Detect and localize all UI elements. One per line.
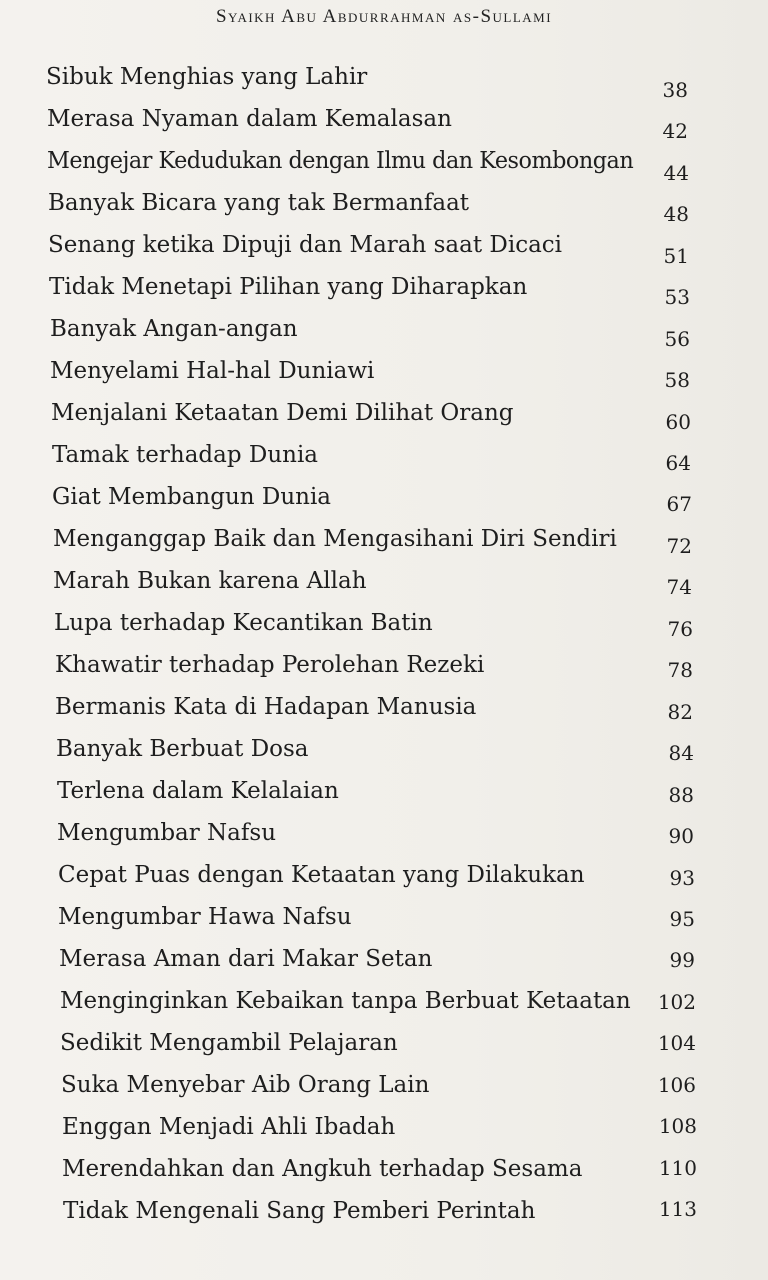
toc-entry-page-number: 76: [667, 617, 693, 641]
toc-entry-title: Merendahkan dan Angkuh terhadap Sesama: [62, 1156, 583, 1182]
toc-entry-page-number: 72: [666, 534, 692, 558]
toc-entry-title: Menginginkan Kebaikan tanpa Berbuat Ketaatan: [60, 988, 631, 1014]
running-header: Syaikh Abu Abdurrahman as-Sullami: [215, 6, 553, 27]
toc-entry: [0, 188, 768, 230]
toc-entry: [0, 944, 768, 986]
toc-entry-page-number: 51: [663, 244, 689, 268]
toc-entry: [0, 482, 768, 524]
toc-entry-title: Tidak Mengenali Sang Pemberi Perintah: [63, 1198, 536, 1224]
toc-entry-title: Tamak terhadap Dunia: [52, 442, 319, 468]
toc-entry-page-number: 99: [669, 948, 695, 972]
toc-entry-page-number: 93: [669, 866, 695, 890]
toc-entry-title: Terlena dalam Kelalaian: [57, 778, 339, 804]
toc-entry: [0, 1196, 768, 1238]
toc-entry: [0, 776, 768, 818]
toc-entry-title: Mengumbar Hawa Nafsu: [58, 904, 352, 930]
toc-entry: [0, 860, 768, 902]
toc-entry: [0, 1028, 768, 1070]
toc-entry: [0, 650, 768, 692]
toc-entry-title: Menjalani Ketaatan Demi Dilihat Orang: [51, 400, 514, 426]
toc-entry: [0, 986, 768, 1028]
toc-entry-page-number: 74: [666, 575, 692, 599]
toc-entry: [0, 692, 768, 734]
toc-entry-title: Suka Menyebar Aib Orang Lain: [61, 1072, 430, 1098]
toc-entry-page-number: 108: [658, 1114, 697, 1138]
toc-entry-page-number: 56: [664, 327, 690, 351]
table-of-contents: [0, 62, 768, 1238]
toc-entry: [0, 608, 768, 650]
toc-entry-title: Banyak Bicara yang tak Bermanfaat: [48, 190, 470, 216]
toc-entry-page-number: 84: [668, 741, 694, 765]
toc-entry-title: Merasa Aman dari Makar Setan: [59, 946, 433, 972]
toc-entry-page-number: 60: [665, 410, 691, 434]
toc-entry-title: Bermanis Kata di Hadapan Manusia: [55, 694, 477, 720]
toc-entry-title: Banyak Angan-angan: [50, 316, 298, 342]
toc-entry: [0, 314, 768, 356]
toc-entry: [0, 734, 768, 776]
toc-entry-title: Merasa Nyaman dalam Kemalasan: [47, 106, 452, 132]
toc-entry-page-number: 67: [666, 492, 692, 516]
toc-entry: [0, 1112, 768, 1154]
toc-entry: [0, 524, 768, 566]
toc-entry-page-number: 102: [657, 990, 696, 1014]
toc-entry-title: Senang ketika Dipuji dan Marah saat Dicaci: [48, 232, 563, 258]
toc-entry-title: Banyak Berbuat Dosa: [56, 736, 309, 762]
toc-entry: [0, 398, 768, 440]
toc-entry-title: Menganggap Baik dan Mengasihani Diri Sendiri: [53, 526, 617, 552]
toc-entry-page-number: 42: [662, 119, 688, 143]
toc-entry-page-number: 106: [657, 1073, 696, 1097]
toc-entry: [0, 902, 768, 944]
toc-entry-title: Mengejar Kedudukan dengan Ilmu dan Kesombongan: [47, 148, 634, 174]
toc-entry-page-number: 38: [662, 78, 688, 102]
toc-entry-page-number: 44: [663, 161, 689, 185]
toc-entry: [0, 1070, 768, 1112]
toc-entry-title: Sedikit Mengambil Pelajaran: [60, 1030, 398, 1056]
toc-entry: [0, 440, 768, 482]
toc-entry-title: Cepat Puas dengan Ketaatan yang Dilakukan: [58, 862, 585, 888]
toc-entry-title: Mengumbar Nafsu: [57, 820, 277, 846]
toc-entry: [0, 1154, 768, 1196]
toc-entry: [0, 146, 768, 188]
toc-entry: [0, 818, 768, 860]
toc-entry-page-number: 64: [665, 451, 691, 475]
toc-entry-title: Enggan Menjadi Ahli Ibadah: [62, 1114, 396, 1140]
toc-entry-page-number: 78: [667, 658, 693, 682]
toc-entry-title: Giat Membangun Dunia: [52, 484, 332, 510]
toc-entry-page-number: 58: [664, 368, 690, 392]
toc-entry: [0, 104, 768, 146]
toc-entry-page-number: 104: [657, 1031, 696, 1055]
toc-entry-title: Sibuk Menghias yang Lahir: [46, 64, 368, 90]
toc-entry-page-number: 90: [668, 824, 694, 848]
toc-entry-page-number: 82: [667, 700, 693, 724]
toc-entry-page-number: 48: [663, 202, 689, 226]
toc-entry: [0, 566, 768, 608]
toc-entry: [0, 272, 768, 314]
toc-entry-page-number: 110: [658, 1156, 697, 1180]
toc-entry: [0, 356, 768, 398]
toc-entry-title: Tidak Menetapi Pilihan yang Diharapkan: [49, 274, 528, 300]
toc-entry-page-number: 88: [668, 783, 694, 807]
toc-entry-title: Lupa terhadap Kecantikan Batin: [54, 610, 433, 636]
toc-entry-page-number: 53: [664, 285, 690, 309]
toc-entry: [0, 230, 768, 272]
toc-entry-page-number: 113: [658, 1197, 697, 1221]
toc-entry-title: Marah Bukan karena Allah: [53, 568, 367, 594]
toc-entry: [0, 62, 768, 104]
toc-entry-page-number: 95: [669, 907, 695, 931]
toc-entry-title: Menyelami Hal-hal Duniawi: [50, 358, 375, 384]
toc-entry-title: Khawatir terhadap Perolehan Rezeki: [55, 652, 485, 678]
